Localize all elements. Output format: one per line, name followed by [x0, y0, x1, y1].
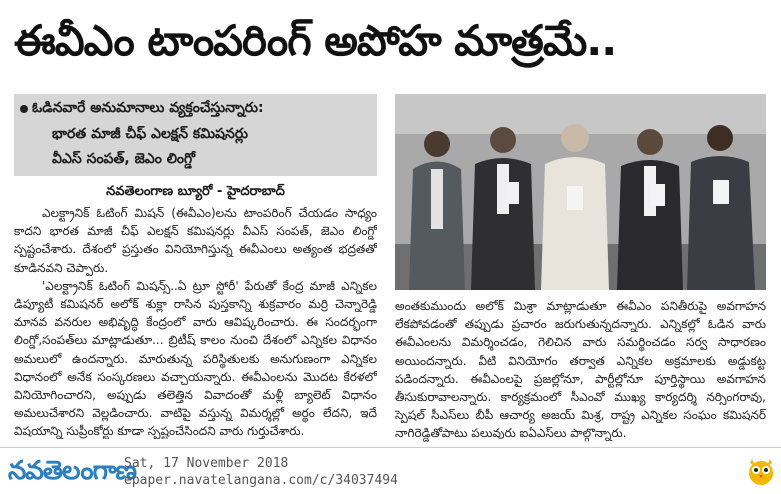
- article-paragraph: అంతకుముందు అలోక్ మిశ్రా మాట్లాడుతూ ఈవీఎం పనితీరుపై అవగాహన లేకపోవడంతో తప్పుడు ప్రచారం జరుగుతున్నదన్నారు. ఎన్నికల్లో ఓడిన వారు ఈవీఎంలను విమర్శించడం, గెలిచిన వారు సమర్థించడం సర్వ సాధారణం అయిందన్నారు. వీటి వినియోగం తర్వాత ఎన్నికల అక్రమాలకు అడ్డుకట్ట పడిందన్నారు. ఈవీఎంలపై ప్రజల్లోనూ, పార్టీల్లోనూ పూర్తిస్థాయి అవగాహన తీసుకురావాలన్నారు. కార్యక్రమంలో సీఎంవో ముఖ్య కార్యదర్శి నర్సింగరావు, స్పెషల్ సీఎస్‌లు బీపీ ఆచార్య అజయ్ మిశ్ర, రాష్ట్ర ఎన్నికల సంఘం కమిషనర్ నాగిరెడ్డితోపాటు పలువురు ఐఏఎస్‌లు పాల్గొన్నారు.: [395, 299, 766, 441]
- article-column-left: [14, 204, 377, 439]
- summary-line-3: వీఎస్ సంపత్, జెఎం లింగ్డో: [52, 151, 196, 167]
- brand-logo: నవతెలంగాణ: [8, 456, 137, 486]
- article-paragraph: ఎలక్ట్రానిక్ ఓటింగ్ మిషన్ (ఈవీఎం)లను టాంపరింగ్ చేయడం సాధ్యం కాదని భారత మాజీ చీఫ్ ఎలక్షన్ కమిషనర్లు వీఎస్ సంపత్, జెఎం లింగ్డో స్పష్టంచేశారు. దేశంలో ప్రస్తుతం వినియోగిస్తున్న ఈవీఎంలు అత్యంత భద్రతతో కూడినవని చెప్పారు.: [14, 206, 377, 275]
- bullet-icon: [20, 105, 28, 113]
- summary-text-1: ఓడినవారే అనుమానాలు వ్యక్తంచేస్తున్నారు:: [32, 100, 264, 116]
- summary-line-1: [32, 100, 264, 119]
- article-paragraph: 'ఎలక్ట్రానిక్ ఓటింగ్ మిషన్స్..ఏ ట్రూ స్టోరీ' పేరుతో కేంద్ర మాజీ ఎన్నికల డిప్యూటీ కమిషనర్ అలోక్ శుక్లా రాసిన పుస్తకాన్ని శుక్రవారం మర్రి చెన్నారెడ్డి మానవ వనరుల అభివృద్ధి కేంద్రంలో వారు ఆవిష్కరించారు. ఈ సందర్భంగా లింగ్డో,సంపత్‌లు మాట్లాడుతూ... బ్రిటీష్ కాలం నుంచి దేశంలో ఎన్నికల విధానం అమలులో ఉందన్నారు. మారుతున్న పరిస్థితులకు అనుగుణంగా ఎన్నికల విధానంలో అనేక సంస్కరణలు వచ్చాయన్నారు. ఈవీఎంలను మొదట కేరళలో వినియోగించారని, అప్పుడు తలెత్తిన వివాదంతో మళ్లీ బ్యాలెట్ విధానం అమలుచేశారని వెల్లడించారు. వాటిపై వస్తున్న విమర్శల్లో అర్థం లేదని, ఇదే విషయాన్ని సుప్రీంకోర్టు కూడా స్పష్టంచేసిందని వారు గుర్తుచేశారు.: [14, 278, 377, 439]
- article-column-right: [395, 297, 766, 445]
- photo-illustration: [395, 94, 766, 290]
- footer: [0, 447, 781, 494]
- byline: నవతెలంగాణ బ్యూరో - హైదరాబాద్: [106, 184, 285, 199]
- epaper-link[interactable]: epaper.navatelangana.com/c/34037494: [124, 473, 398, 488]
- book-launch-photo: [395, 94, 766, 290]
- summary-line-2: భారత మాజీ చీఫ్ ఎలక్షన్ కమిషనర్లు: [52, 126, 249, 142]
- edition-date: Sat, 17 November 2018: [124, 456, 289, 471]
- owl-icon: [747, 456, 775, 486]
- headline: ఈవీఎం టాంపరింగ్ అపోహ మాత్రమే..: [14, 16, 617, 65]
- summary-box: [14, 94, 377, 176]
